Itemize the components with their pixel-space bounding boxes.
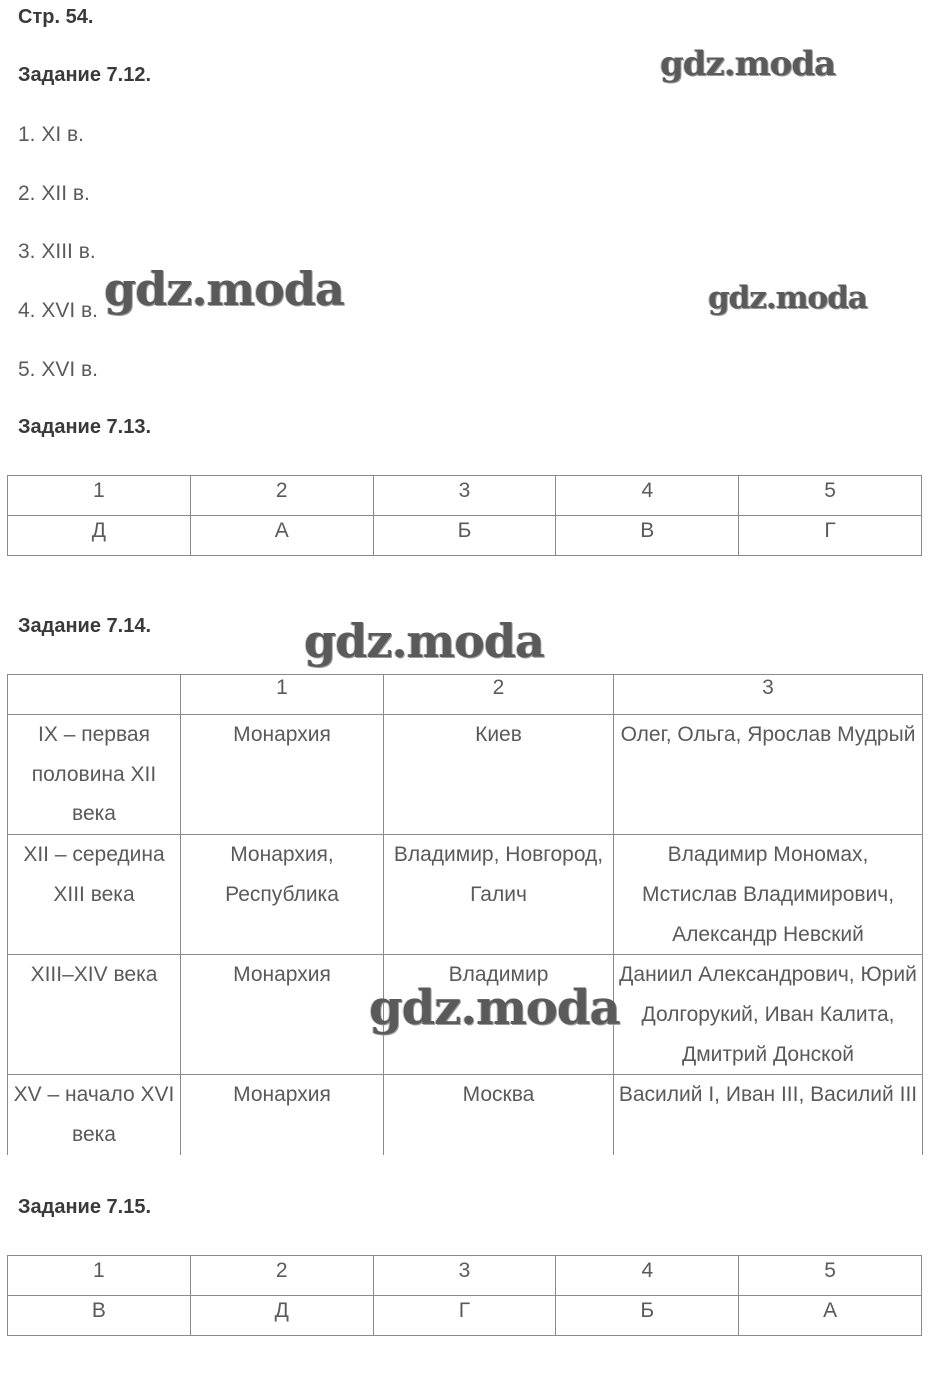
table-cell: Олег, Ольга, Ярослав Мудрый: [614, 715, 923, 835]
table-cell: Владимир, Новгород, Галич: [384, 835, 614, 955]
table-cell: 2: [384, 675, 614, 715]
task-7-13-title: Задание 7.13.: [18, 416, 152, 438]
page-number: Стр. 54.: [18, 6, 94, 28]
table-header-row: [8, 476, 922, 516]
task-7-14-title: Задание 7.14.: [18, 615, 152, 637]
table-cell: В: [8, 1296, 191, 1336]
table-cell: 5: [739, 1256, 922, 1296]
table-cell: 1: [8, 476, 191, 516]
watermark-logo: gdz.moda: [708, 280, 867, 316]
watermark-logo: gdz.moda: [660, 44, 836, 84]
table-cell: А: [739, 1296, 922, 1336]
table-cell: 3: [614, 675, 923, 715]
table-cell: Москва: [384, 1075, 614, 1155]
table-cell: 5: [739, 476, 922, 516]
task-7-12-item: 2. XII в.: [18, 182, 90, 205]
table-cell: 1: [8, 1256, 191, 1296]
table-row: [8, 955, 923, 1075]
task-7-15-title: Задание 7.15.: [18, 1196, 152, 1218]
task-7-15-table: [7, 1255, 922, 1336]
table-cell: Монархия: [181, 955, 384, 1075]
table-cell: 3: [373, 476, 556, 516]
table-cell: [8, 675, 181, 715]
table-cell: 1: [181, 675, 384, 715]
watermark-logo: gdz.moda: [369, 980, 620, 1036]
table-row: [8, 835, 923, 955]
task-7-12-item: 1. XI в.: [18, 123, 85, 146]
task-7-12-item: 3. XIII в.: [18, 240, 96, 263]
table-cell: 2: [190, 1256, 373, 1296]
table-cell: Д: [8, 516, 191, 556]
table-row: [8, 1296, 922, 1336]
table-header-row: [8, 675, 923, 715]
table-cell: XIII–XIV века: [8, 955, 181, 1075]
table-cell: Д: [190, 1296, 373, 1336]
table-header-row: [8, 1256, 922, 1296]
table-cell: Б: [373, 516, 556, 556]
table-cell: Монархия: [181, 1075, 384, 1155]
task-7-12-item: 4. XVI в.: [18, 299, 99, 322]
table-cell: Даниил Александрович, Юрий Долгорукий, Иван Калита, Дмитрий Донской: [614, 955, 923, 1075]
task-7-12-item: 5. XVI в.: [18, 358, 99, 381]
table-cell: Монархия: [181, 715, 384, 835]
table-cell: А: [190, 516, 373, 556]
table-cell: Б: [556, 1296, 739, 1336]
table-cell: IX – первая половина XII века: [8, 715, 181, 835]
table-row: [8, 516, 922, 556]
watermark-logo: gdz.moda: [304, 614, 544, 668]
table-cell: Г: [739, 516, 922, 556]
table-cell: XV – начало XVI века: [8, 1075, 181, 1155]
table-cell: Владимир: [384, 955, 614, 1075]
task-7-14-table: [7, 674, 923, 1155]
table-cell: 4: [556, 1256, 739, 1296]
table-cell: Владимир Мономах, Мстислав Владимирович, Александр Невский: [614, 835, 923, 955]
table-cell: 4: [556, 476, 739, 516]
task-7-13-table: [7, 475, 922, 556]
table-cell: Киев: [384, 715, 614, 835]
table-cell: Василий I, Иван III, Василий III: [614, 1075, 923, 1155]
table-cell: 3: [373, 1256, 556, 1296]
table-row: [8, 715, 923, 835]
watermark-logo: gdz.moda: [104, 262, 344, 316]
table-cell: 2: [190, 476, 373, 516]
table-cell: Г: [373, 1296, 556, 1336]
table-cell: Монархия, Республика: [181, 835, 384, 955]
table-row: [8, 1075, 923, 1155]
table-cell: В: [556, 516, 739, 556]
table-cell: XII – середина XIII века: [8, 835, 181, 955]
task-7-12-title: Задание 7.12.: [18, 64, 152, 86]
